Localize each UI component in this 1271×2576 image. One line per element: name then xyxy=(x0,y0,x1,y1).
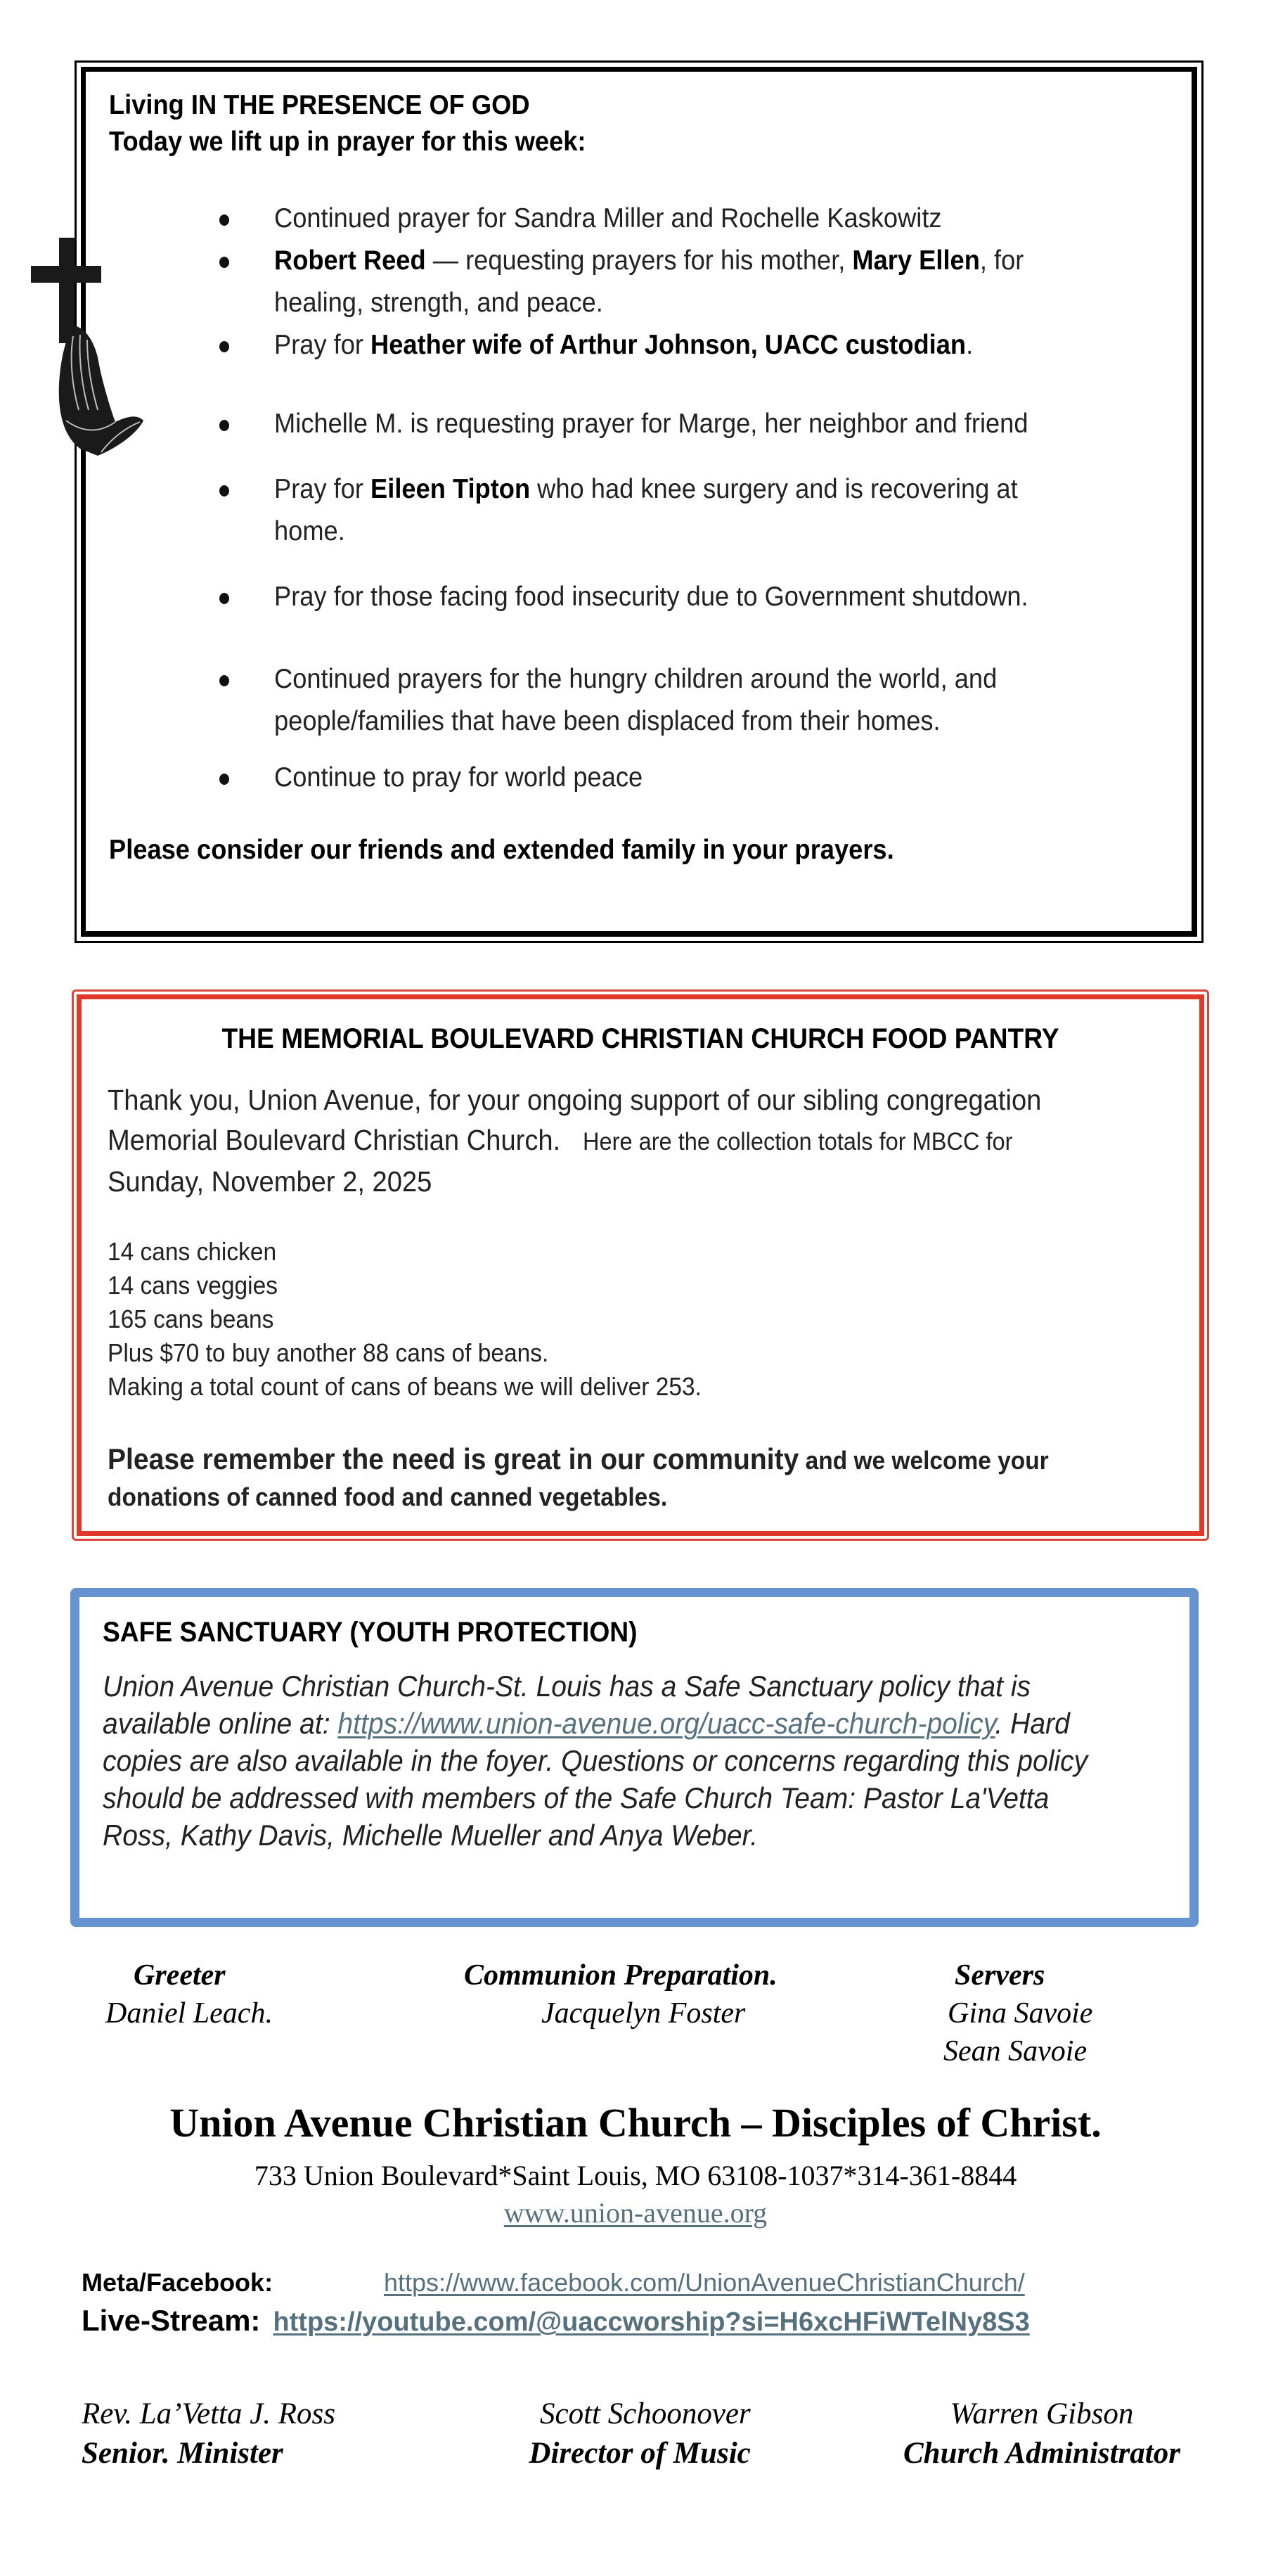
food-pantry-frame xyxy=(77,994,1204,1536)
prayer-name-highlight: Heather wife of Arthur Johnson, UACC custodian xyxy=(370,330,967,360)
prayer-text-segment: — requesting prayers for his mother, xyxy=(425,245,853,276)
role-title: Servers xyxy=(955,1959,1045,1992)
food-pantry-section xyxy=(72,989,1209,1541)
safe-sanctuary-body-rest: . Hard copies are also available in the foyer. Questions or concerns regarding this policy should be addressed with members of the Safe Church Team: Pastor La'Vetta Ross, Kathy Davis, Michelle Mueller and Anya Weber. xyxy=(103,1707,1088,1852)
role-greeter xyxy=(105,1956,273,2032)
prayer-section xyxy=(75,60,1204,943)
bullet-icon xyxy=(219,774,229,785)
prayer-text-segment: who had knee surgery and is recovering at home. xyxy=(274,474,1018,546)
prayer-text-segment: Michelle M. is requesting prayer for Marge, her neighbor and friend xyxy=(274,409,1028,439)
staff-name: Rev. La’Vetta J. Ross xyxy=(82,2397,336,2430)
food-pantry-intro xyxy=(108,1080,1102,1202)
prayer-text-segment: Pray for those facing food insecurity due to Government shutdown. xyxy=(274,582,1028,612)
staff-title: Director of Music xyxy=(529,2437,751,2470)
food-pantry-counts xyxy=(108,1235,702,1404)
prayer-closing: Please consider our friends and extended family in your prayers. xyxy=(109,835,894,865)
role-servers xyxy=(943,1956,1093,2070)
role-title: Communion Preparation. xyxy=(464,1959,778,1992)
pantry-count-item: 14 cans veggies xyxy=(108,1271,278,1300)
prayer-text-segment: . xyxy=(966,330,974,360)
staff-title: Senior. Minister xyxy=(82,2437,283,2470)
livestream-link[interactable]: https://youtube.com/@uaccworship?si=H6xcHFiWTelNy8S3 xyxy=(273,2307,1030,2337)
church-website xyxy=(0,2196,1271,2229)
prayer-section-frame xyxy=(81,67,1197,937)
role-person: Sean Savoie xyxy=(943,2035,1088,2068)
prayer-item-text xyxy=(274,576,1088,618)
prayer-item-text xyxy=(274,324,1088,366)
pantry-count-item: Plus $70 to buy another 88 cans of beans. xyxy=(108,1338,549,1367)
prayer-item-text xyxy=(274,658,1088,743)
bullet-icon xyxy=(219,593,229,604)
church-address: 733 Union Boulevard*Saint Louis, MO 63108-1037*314-361-8844 xyxy=(254,2160,1017,2191)
livestream-row xyxy=(82,2304,1030,2338)
pantry-count-item: 165 cans beans xyxy=(108,1305,274,1333)
bullet-icon xyxy=(219,675,229,686)
bullet-icon xyxy=(219,341,229,352)
staff-title: Church Administrator xyxy=(903,2437,1180,2470)
food-pantry-appeal-lead: Please remember the need is great in our community xyxy=(108,1442,799,1475)
food-pantry-intro-collection: Here are the collection totals for MBCC for xyxy=(583,1128,1013,1155)
prayer-name-highlight: Robert Reed xyxy=(274,245,426,276)
prayer-name-highlight: Eileen Tipton xyxy=(370,474,531,504)
bullet-icon xyxy=(219,420,229,431)
prayer-text-segment: Pray for xyxy=(274,474,371,504)
prayer-heading xyxy=(109,87,586,160)
pantry-count-item: 14 cans chicken xyxy=(108,1237,277,1266)
food-pantry-title: THE MEMORIAL BOULEVARD CHRISTIAN CHURCH FOOD PANTRY xyxy=(221,1023,1059,1054)
church-website-link[interactable]: www.union-avenue.org xyxy=(503,2197,768,2229)
bullet-icon xyxy=(219,214,229,226)
cross-praying-hands-icon xyxy=(31,238,150,463)
safe-sanctuary-body-intro: Union Avenue Christian Church-St. Louis has a Safe Sanctuary policy that is available online at: xyxy=(103,1670,1031,1740)
prayer-text-segment: Pray for xyxy=(274,330,371,360)
prayer-item-text xyxy=(274,240,1088,324)
livestream-label: Live-Stream: xyxy=(82,2304,261,2337)
role-person: Daniel Leach. xyxy=(105,1997,273,2030)
safe-sanctuary-section xyxy=(70,1588,1199,1927)
prayer-heading-line1: Living IN THE PRESENCE OF GOD xyxy=(109,90,530,120)
safe-sanctuary-body xyxy=(103,1667,1123,1854)
staff-senior-minister xyxy=(82,2395,335,2473)
food-pantry-appeal-rest: and we welcome your donations of canned food and canned vegetables. xyxy=(108,1446,1049,1511)
food-pantry-appeal xyxy=(108,1441,1128,1516)
facebook-label: Meta/Facebook: xyxy=(82,2268,273,2297)
staff-director-of-music xyxy=(526,2395,751,2473)
church-name: Union Avenue Christian Church – Disciples of Christ. xyxy=(169,2100,1102,2146)
role-person: Gina Savoie xyxy=(948,1997,1093,2030)
prayer-item-text xyxy=(274,403,1088,445)
prayer-text-segment: Continued prayer for Sandra Miller and Rochelle Kaskowitz xyxy=(274,203,942,233)
facebook-link[interactable]: https://www.facebook.com/UnionAvenueChristianChurch/ xyxy=(384,2268,1025,2297)
prayer-heading-line2: Today we lift up in prayer for this week: xyxy=(109,127,586,157)
prayer-item-text xyxy=(274,468,1088,553)
prayer-item-text xyxy=(274,757,1088,799)
role-communion-preparation xyxy=(464,1956,778,2032)
food-pantry-date: Sunday, November 2, 2025 xyxy=(108,1165,432,1198)
prayer-item-text xyxy=(274,198,1088,240)
prayer-name-highlight: Mary Ellen xyxy=(852,245,980,276)
staff-church-administrator xyxy=(903,2395,1180,2473)
pantry-count-item: Making a total count of cans of beans we will deliver 253. xyxy=(108,1372,702,1401)
safe-church-policy-link[interactable]: https://www.union-avenue.org/uacc-safe-church-policy xyxy=(337,1707,995,1740)
bullet-icon xyxy=(219,485,229,496)
bullet-icon xyxy=(219,257,229,268)
prayer-text-segment: , for healing, strength, and peace. xyxy=(274,245,1024,318)
prayer-text-segment: Continue to pray for world peace xyxy=(274,762,643,793)
prayer-text-segment: Continued prayers for the hungry children around the world, and people/families that have been displaced from their homes. xyxy=(274,664,998,736)
role-person: Jacquelyn Foster xyxy=(541,1997,746,2030)
facebook-row xyxy=(82,2268,1025,2298)
staff-name: Warren Gibson xyxy=(950,2397,1134,2430)
role-title: Greeter xyxy=(134,1959,226,1992)
food-pantry-intro-thanks: Thank you, Union Avenue, for your ongoing support of our sibling congregation Memorial Boulevard Christian Church. xyxy=(108,1084,1042,1156)
staff-name: Scott Schoonover xyxy=(540,2397,751,2430)
safe-sanctuary-title: SAFE SANCTUARY (YOUTH PROTECTION) xyxy=(103,1617,638,1648)
